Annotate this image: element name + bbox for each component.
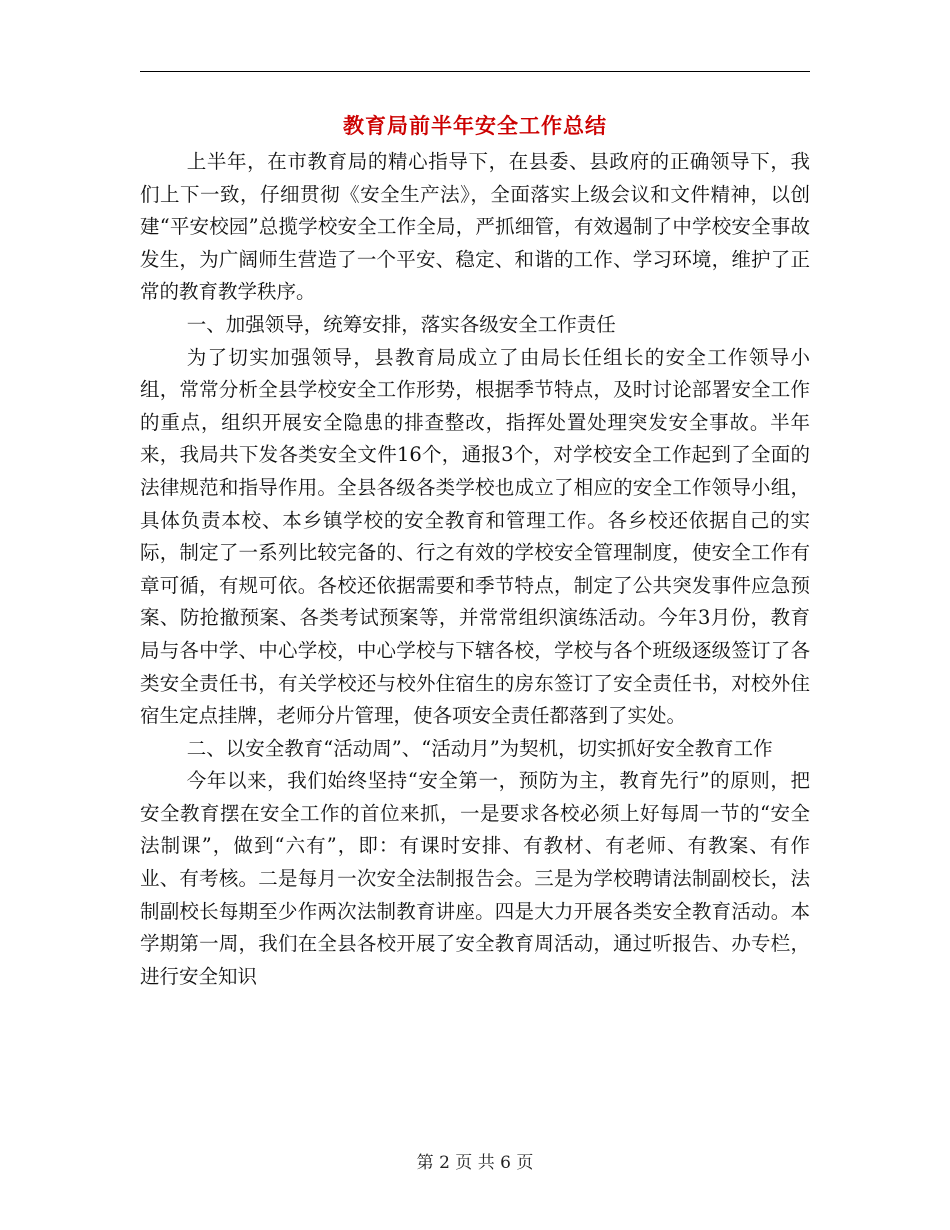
paragraph-section-1: 为了切实加强领导，县教育局成立了由局长任组长的安全工作领导小组，常常分析全县学校安全工作形势，根据季节特点，及时讨论部署安全工作的重点，组织开展安全隐患的排查整改，指挥处置处理突发安全事故。半年来，我局共下发各类安全文件16个，通报3个，对学校安全工作起到了全面的法律规范和指导作用。全县各级各类学校也成立了相应的安全工作领导小组，具体负责本校、本乡镇学校的安全教育和管理工作。各乡校还依据自己的实际，制定了一系列比较完备的、行之有效的学校安全管理制度，使安全工作有章可循，有规可依。各校还依据需要和季节特点，制定了公共突发事件应急预案、防抢撤预案、各类考试预案等，并常常组织演练活动。今年3月份，教育局与各中学、中心学校，中心学校与下辖各校，学校与各个班级逐级签订了各类安全责任书，有关学校还与校外住宿生的房东签订了安全责任书，对校外住宿生定点挂牌，老师分片管理，使各项安全责任都落到了实处。 [140,345,810,728]
document-body [140,146,810,993]
document-title: 教育局前半年安全工作总结 [343,113,607,138]
section-heading-1: 一、加强领导，统筹安排，落实各级安全工作责任 [186,312,616,336]
paragraph-section-2: 今年以来，我们始终坚持“安全第一，预防为主，教育先行”的原则，把安全教育摆在安全工作的首位来抓，一是要求各校必须上好每周一节的“安全法制课”，做到“六有”，即：有课时安排、有教材、有老师、有教案、有作业、有考核。二是每月一次安全法制报告会。三是为学校聘请法制副校长，法制副校长每期至少作两次法制教育讲座。四是大力开展各类安全教育活动。本学期第一周，我们在全县各校开展了安全教育周活动，通过听报告、办专栏，进行安全知识 [140,769,810,988]
header-rule [140,71,810,72]
page-number-footer: 第 2 页 共 6 页 [416,1153,534,1173]
paragraph-intro: 上半年，在市教育局的精心指导下，在县委、县政府的正确领导下，我们上下一致，仔细贯彻《安全生产法》，全面落实上级会议和文件精神，以创建“平安校园”总揽学校安全工作全局，严抓细管，有效遏制了中学校安全事故发生，为广阔师生营造了一个平安、稳定、和谐的工作、学习环境，维护了正常的教育教学秩序。 [140,150,810,304]
section-heading-2: 二、以安全教育“活动周”、“活动月”为契机，切实抓好安全教育工作 [186,736,773,760]
